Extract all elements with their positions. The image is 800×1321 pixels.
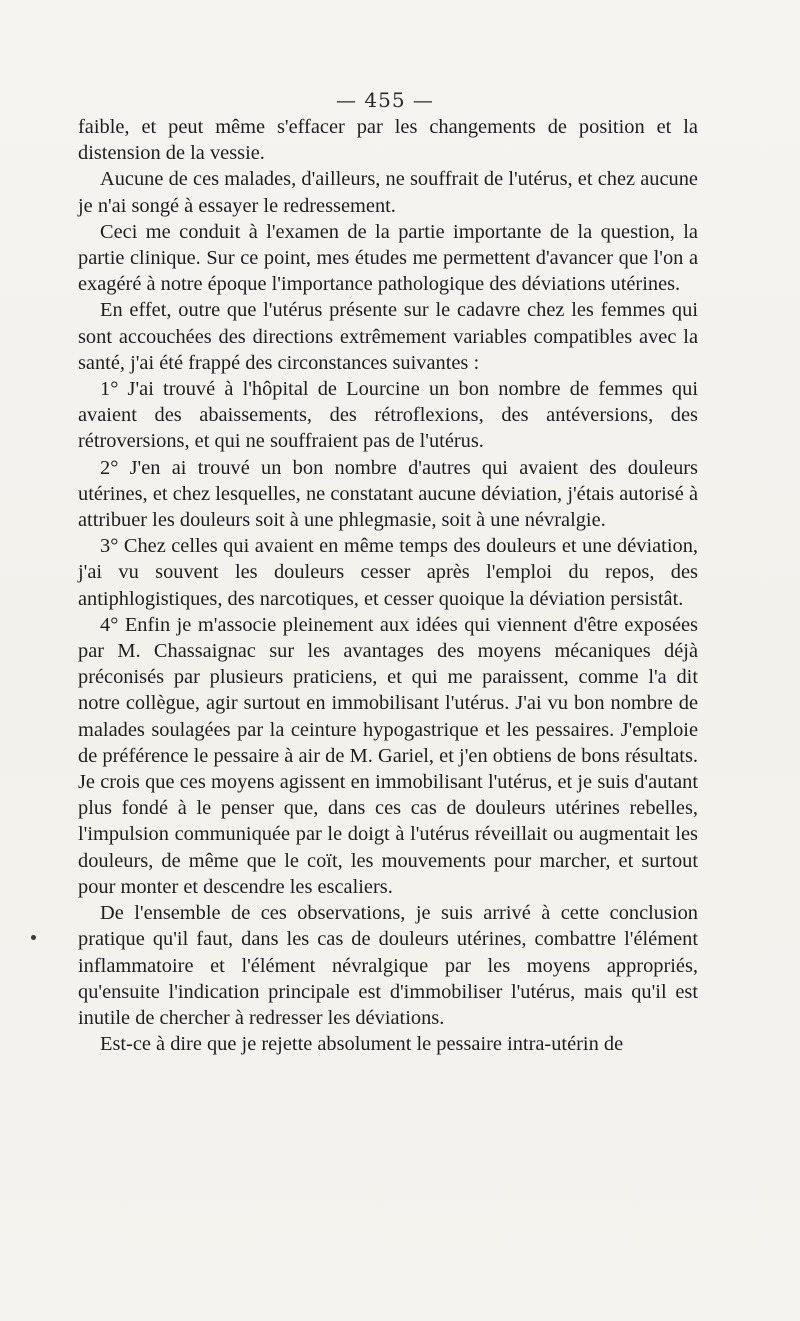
list-item-3: 3° Chez celles qui avaient en même temps des douleurs et une déviation, j'ai vu souvent les douleurs cesser après l'emploi du repos, des antiphlogistiques, des narcotiques, et cesser quoique la déviation persistât. [78,535,698,610]
paragraph: Aucune de ces malades, d'ailleurs, ne souffrait de l'utérus, et chez aucune je n'ai songé à essayer le redressement. [78,168,698,217]
list-item-4: 4° Enfin je m'associe pleinement aux idées qui viennent d'être exposées par M. Chassaignac sur les avantages des moyens mécaniques déjà préconisés par plusieurs praticiens, et qui me paraissent, comme l'a dit notre collègue, agir surtout en immobilisant l'utérus. J'ai vu bon nombre de malades soulagées par la ceinture hypogastrique et les pessaires. J'emploie de préférence le pessaire à air de M. Gariel, et j'en obtiens de bons résultats. Je crois que ces moyens agissent en immobilisant l'utérus, et je suis d'autant plus fondé à le penser que, dans ces cas de douleurs utérines rebelles, l'impulsion communiquée par le doigt à l'utérus réveillait ou augmentait les douleurs, de même que le coït, les mouvements pour marcher, et surtout pour monter et descendre les escaliers. [78,613,698,898]
ink-speck [31,935,36,940]
body-text [78,114,698,1057]
paragraph-continuation: faible, et peut même s'effacer par les changements de position et la distension de la vessie. [78,116,698,165]
paragraph: Est-ce à dire que je rejette absolument le pessaire intra-utérin de [100,1033,624,1056]
list-item-2: 2° J'en ai trouvé un bon nombre d'autres qui avaient des douleurs utérines, et chez lesquelles, ne constatant aucune déviation, j'étais autorisé à attribuer les douleurs soit à une phlegmasie, soit à une névralgie. [78,456,698,532]
list-item-1: 1° J'ai trouvé à l'hôpital de Lourcine un bon nombre de femmes qui avaient des abaissements, des rétroflexions, des antéversions, des rétroversions, et qui ne souffraient pas de l'utérus. [78,378,698,453]
page-number: — 455 — [336,88,434,112]
paragraph: En effet, outre que l'utérus présente sur le cadavre chez les femmes qui sont accouchées des directions extrêmement variables compatibles avec la santé, j'ai été frappé des circonstances suivantes : [78,299,698,374]
paragraph: Ceci me conduit à l'examen de la partie importante de la question, la partie clinique. Sur ce point, mes études me permettent d'avancer que l'on a exagéré à notre époque l'importance pathologique des déviations utérines. [78,220,698,296]
paragraph: De l'ensemble de ces observations, je suis arrivé à cette conclusion pratique qu'il faut, dans les cas de douleurs utérines, combattre l'élément inflammatoire et l'élément névralgique par les moyens appropriés, qu'ensuite l'indication principale est d'immobiliser l'utérus, mais qu'il est inutile de chercher à redresser les déviations. [78,902,698,1029]
